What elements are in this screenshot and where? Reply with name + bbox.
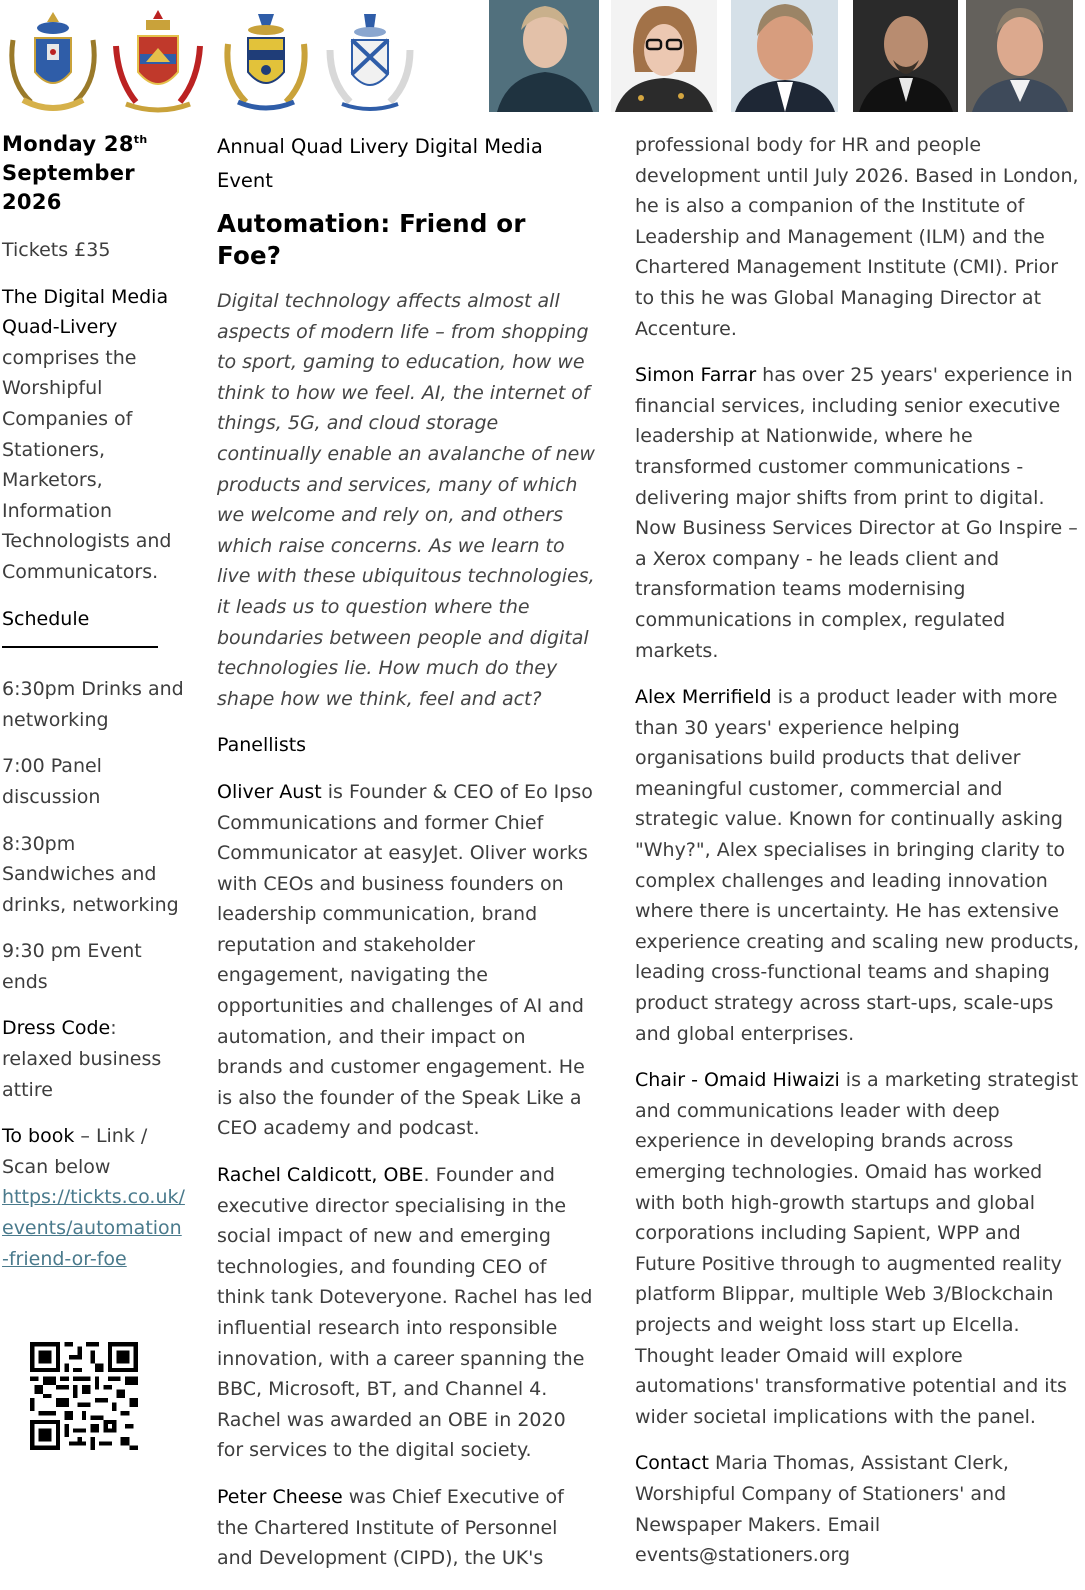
lead-paragraph: Digital technology affects almost all aspects of modern life – from shopping to sport, gaming to education, how we think to how we feel. AI, the internet of things, 5G, and cloud storage continually enable an avalanche of new products and services, many of which we welcome and rely on, and others which raise concerns. As we learn to live with these ubiquitous technologies, it leads us to question where the boundaries between people and digital technologies lie. How much do they shape how we think, feel and act? xyxy=(217,290,595,710)
chair-name: Chair - Omaid Hiwaizi xyxy=(635,1069,840,1092)
booking-text: – Link / Scan below xyxy=(2,1125,148,1178)
dress-code-text: : relaxed business attire xyxy=(2,1017,162,1101)
date-day: Monday 28 xyxy=(2,132,134,156)
panellist-name: Oliver Aust xyxy=(217,780,322,803)
booking-qr-code[interactable] xyxy=(30,1342,138,1450)
dress-code-label: Dress Code xyxy=(2,1017,111,1040)
intro-text: comprises the Worshipful Companies of Stationers, Marketors, Information Technologists and Communicators. xyxy=(2,346,172,583)
panellist-text: is Founder & CEO of Eo Ipso Communications and former Chief Communicator at easyJet. Oliver works with CEOs and business founders on leadership communication, brand reputation and stakeholder engagement, navigating the opportunities and challenges of AI and automation, and their impact on brands and customer engagement. He is also the founder of the Speak Like a CEO academy and podcast. xyxy=(217,780,593,1140)
schedule-item-panel: 7:00 Panel discussion xyxy=(2,755,102,808)
panellist-text: has over 25 years' experience in financial services, including senior executive leadership at Nationwide, where he transformed customer communications - delivering major shifts from print to digital. Now Business Services Director at Go Inspire – a Xerox company - he leads client and transformation teams modernising communications in complex, regulated markets. xyxy=(635,364,1078,662)
panellist-photo-2 xyxy=(611,0,717,112)
panellist-photo-4 xyxy=(853,0,958,112)
panellist-text: . Founder and executive director specialising in the social impact of new and emerging technologies, and founding CEO of think tank Doteveryone. Rachel has led influential research into responsible innovation, with a career spanning the BBC, Microsoft, BT, and Channel 4. Rachel was awarded an OBE in 2020 for services to the digital society. xyxy=(217,1164,593,1462)
dress-code xyxy=(2,1013,187,1105)
tickets-price: Tickets £35 xyxy=(2,239,111,261)
event-date xyxy=(2,130,187,217)
panellist-photo-5 xyxy=(966,0,1073,112)
date-month-year: September 2026 xyxy=(2,161,135,214)
sidebar-column xyxy=(2,130,187,1274)
schedule-item-drinks: 6:30pm Drinks and networking xyxy=(2,678,184,731)
panellist-name: Peter Cheese xyxy=(217,1485,343,1508)
panellist-text: is a product leader with more than 30 years' experience helping organisations build products that deliver meaningful customer, commercial and strategic value. Known for continually asking "Why?", Alex specialises in bringing clarity to complex challenges and leading innovation where there is uncertainty. He has extensive experience creating and scaling new products, leading cross-functional teams and shaping product strategy across start-ups, scale-ups and global enterprises. xyxy=(635,686,1080,1045)
panellist-photo-1 xyxy=(489,0,599,112)
intro-paragraph xyxy=(2,282,187,588)
schedule-heading: Schedule xyxy=(2,607,90,630)
header-banner xyxy=(0,0,1085,118)
booking-info xyxy=(2,1121,187,1274)
panellist-name: Simon Farrar xyxy=(635,364,757,387)
page-title: Automation: Friend or Foe? xyxy=(217,209,526,270)
panellist-bio-peter-cheese xyxy=(217,1482,597,1574)
stationers-crest-icon xyxy=(5,10,101,114)
schedule-divider xyxy=(2,646,158,648)
panellists-heading: Panellists xyxy=(217,734,307,757)
contact-text: Maria Thomas, Assistant Clerk, Worshipful Company of Stationers' and Newspaper Makers. Email events@stationers.org xyxy=(635,1452,1009,1567)
panellist-name: Rachel Caldicott, OBE xyxy=(217,1164,424,1187)
chair-bio-omaid-hiwaizi xyxy=(635,1065,1083,1432)
intro-heading: The Digital Media Quad-Livery xyxy=(2,285,169,339)
information-technologists-crest-icon xyxy=(218,10,314,114)
panellist-photo-3 xyxy=(731,0,838,112)
contact-label: Contact xyxy=(635,1452,709,1475)
schedule-item-end: 9:30 pm Event ends xyxy=(2,940,142,993)
panellist-name: Alex Merrifield xyxy=(635,686,772,709)
booking-link[interactable]: https://tickts.co.uk/events/automation-friend-or-foe xyxy=(2,1186,185,1270)
schedule-item-sandwiches: 8:30pm Sandwiches and drinks, networking xyxy=(2,832,179,916)
marketors-crest-icon xyxy=(110,10,206,114)
panellist-bio-oliver-aust xyxy=(217,777,597,1144)
right-column xyxy=(635,130,1083,1587)
communicators-crest-icon xyxy=(322,10,418,114)
panellist-bio-rachel-caldicott xyxy=(217,1160,597,1466)
date-suffix: th xyxy=(133,133,148,146)
panellist-bio-alex-merrifield xyxy=(635,682,1083,1049)
event-name: Annual Quad Livery Digital Media Event xyxy=(217,135,543,192)
main-column xyxy=(217,130,597,1590)
panellist-bio-simon-farrar xyxy=(635,360,1083,666)
panellist-text: was Chief Executive of the Chartered Institute of Personnel and Development (CIPD), the UK's xyxy=(217,1485,564,1570)
chair-text: is a marketing strategist and communications leader with deep experience in developing brands across emerging technologies. Omaid has worked with both high-growth startups and global corporations including Sapient, WPP and Future Positive through to augmented reality platform Blippar, multiple Web 3/Blockchain projects and weight loss start up Elcella. Thought leader Omaid will explore automations' transformative potential and its wider societal implications with the panel. xyxy=(635,1069,1079,1428)
booking-label: To book xyxy=(2,1125,75,1148)
panellist-bio-peter-cheese-continued: professional body for HR and people development until July 2026. Based in London, he is also a companion of the Institute of Leadership and Management (ILM) and the Chartered Management Institute (CMI). Prior to this he was Global Managing Director at Accenture. xyxy=(635,134,1079,340)
contact-info xyxy=(635,1448,1083,1570)
